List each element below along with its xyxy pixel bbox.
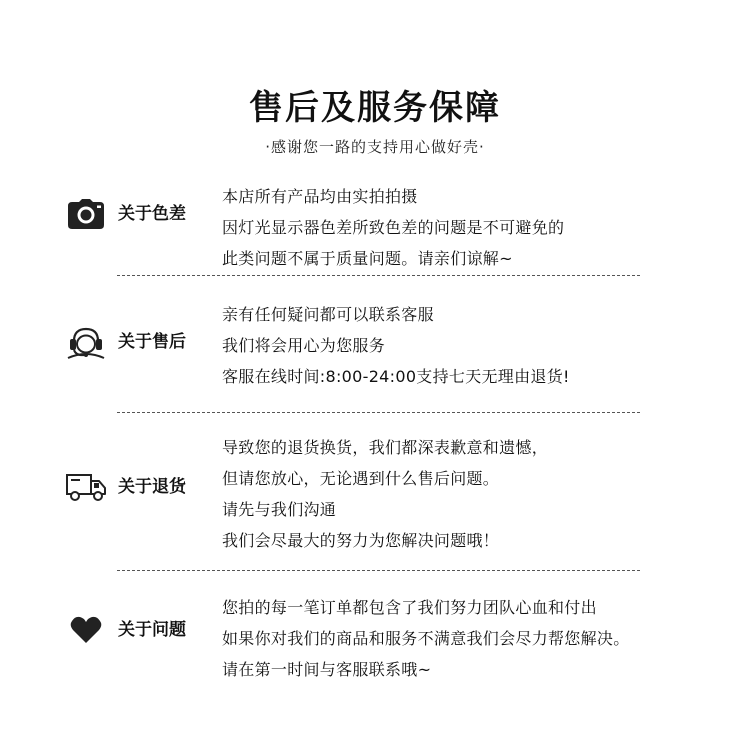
headset-icon xyxy=(66,322,106,362)
text-line: 我们会尽最大的努力为您解决问题哦！ xyxy=(222,531,500,550)
divider xyxy=(117,412,640,413)
text-line: 客服在线时间:8:00-24:00支持七天无理由退货! xyxy=(222,367,570,386)
text-line: 但请您放心，无论遇到什么售后问题。 xyxy=(222,469,500,488)
divider xyxy=(117,275,640,276)
text-line: 您拍的每一笔订单都包含了我们努力团队心血和付出 xyxy=(222,598,597,617)
text-line: 我们将会用心为您服务 xyxy=(222,336,386,355)
page-title: 售后及服务保障 xyxy=(249,88,501,128)
divider xyxy=(117,570,640,571)
camera-icon xyxy=(66,194,106,234)
section-label: 关于问题 xyxy=(118,620,186,640)
truck-icon xyxy=(66,467,106,507)
text-line: 请在第一时间与客服联系哦~ xyxy=(222,660,432,679)
text-line: 导致您的退货换货，我们都深表歉意和遗憾， xyxy=(222,438,549,457)
section-text xyxy=(222,181,722,274)
section-text xyxy=(222,299,722,392)
text-line: 本店所有产品均由实拍拍摄 xyxy=(222,187,418,206)
page-subtitle: ·感谢您一路的支持用心做好壳· xyxy=(265,138,485,156)
section-label: 关于色差 xyxy=(118,204,186,224)
section-text xyxy=(222,432,722,556)
section-text xyxy=(222,592,722,685)
section-label: 关于退货 xyxy=(118,477,186,497)
text-line: 请先与我们沟通 xyxy=(222,500,337,519)
text-line: 因灯光显示器色差所致色差的问题是不可避免的 xyxy=(222,218,565,237)
text-line: 此类问题不属于质量问题。请亲们谅解~ xyxy=(222,249,513,268)
text-line: 亲有任何疑问都可以联系客服 xyxy=(222,305,434,324)
text-line: 如果你对我们的商品和服务不满意我们会尽力帮您解决。 xyxy=(222,629,630,648)
section-label: 关于售后 xyxy=(118,332,186,352)
heart-icon xyxy=(66,610,106,650)
